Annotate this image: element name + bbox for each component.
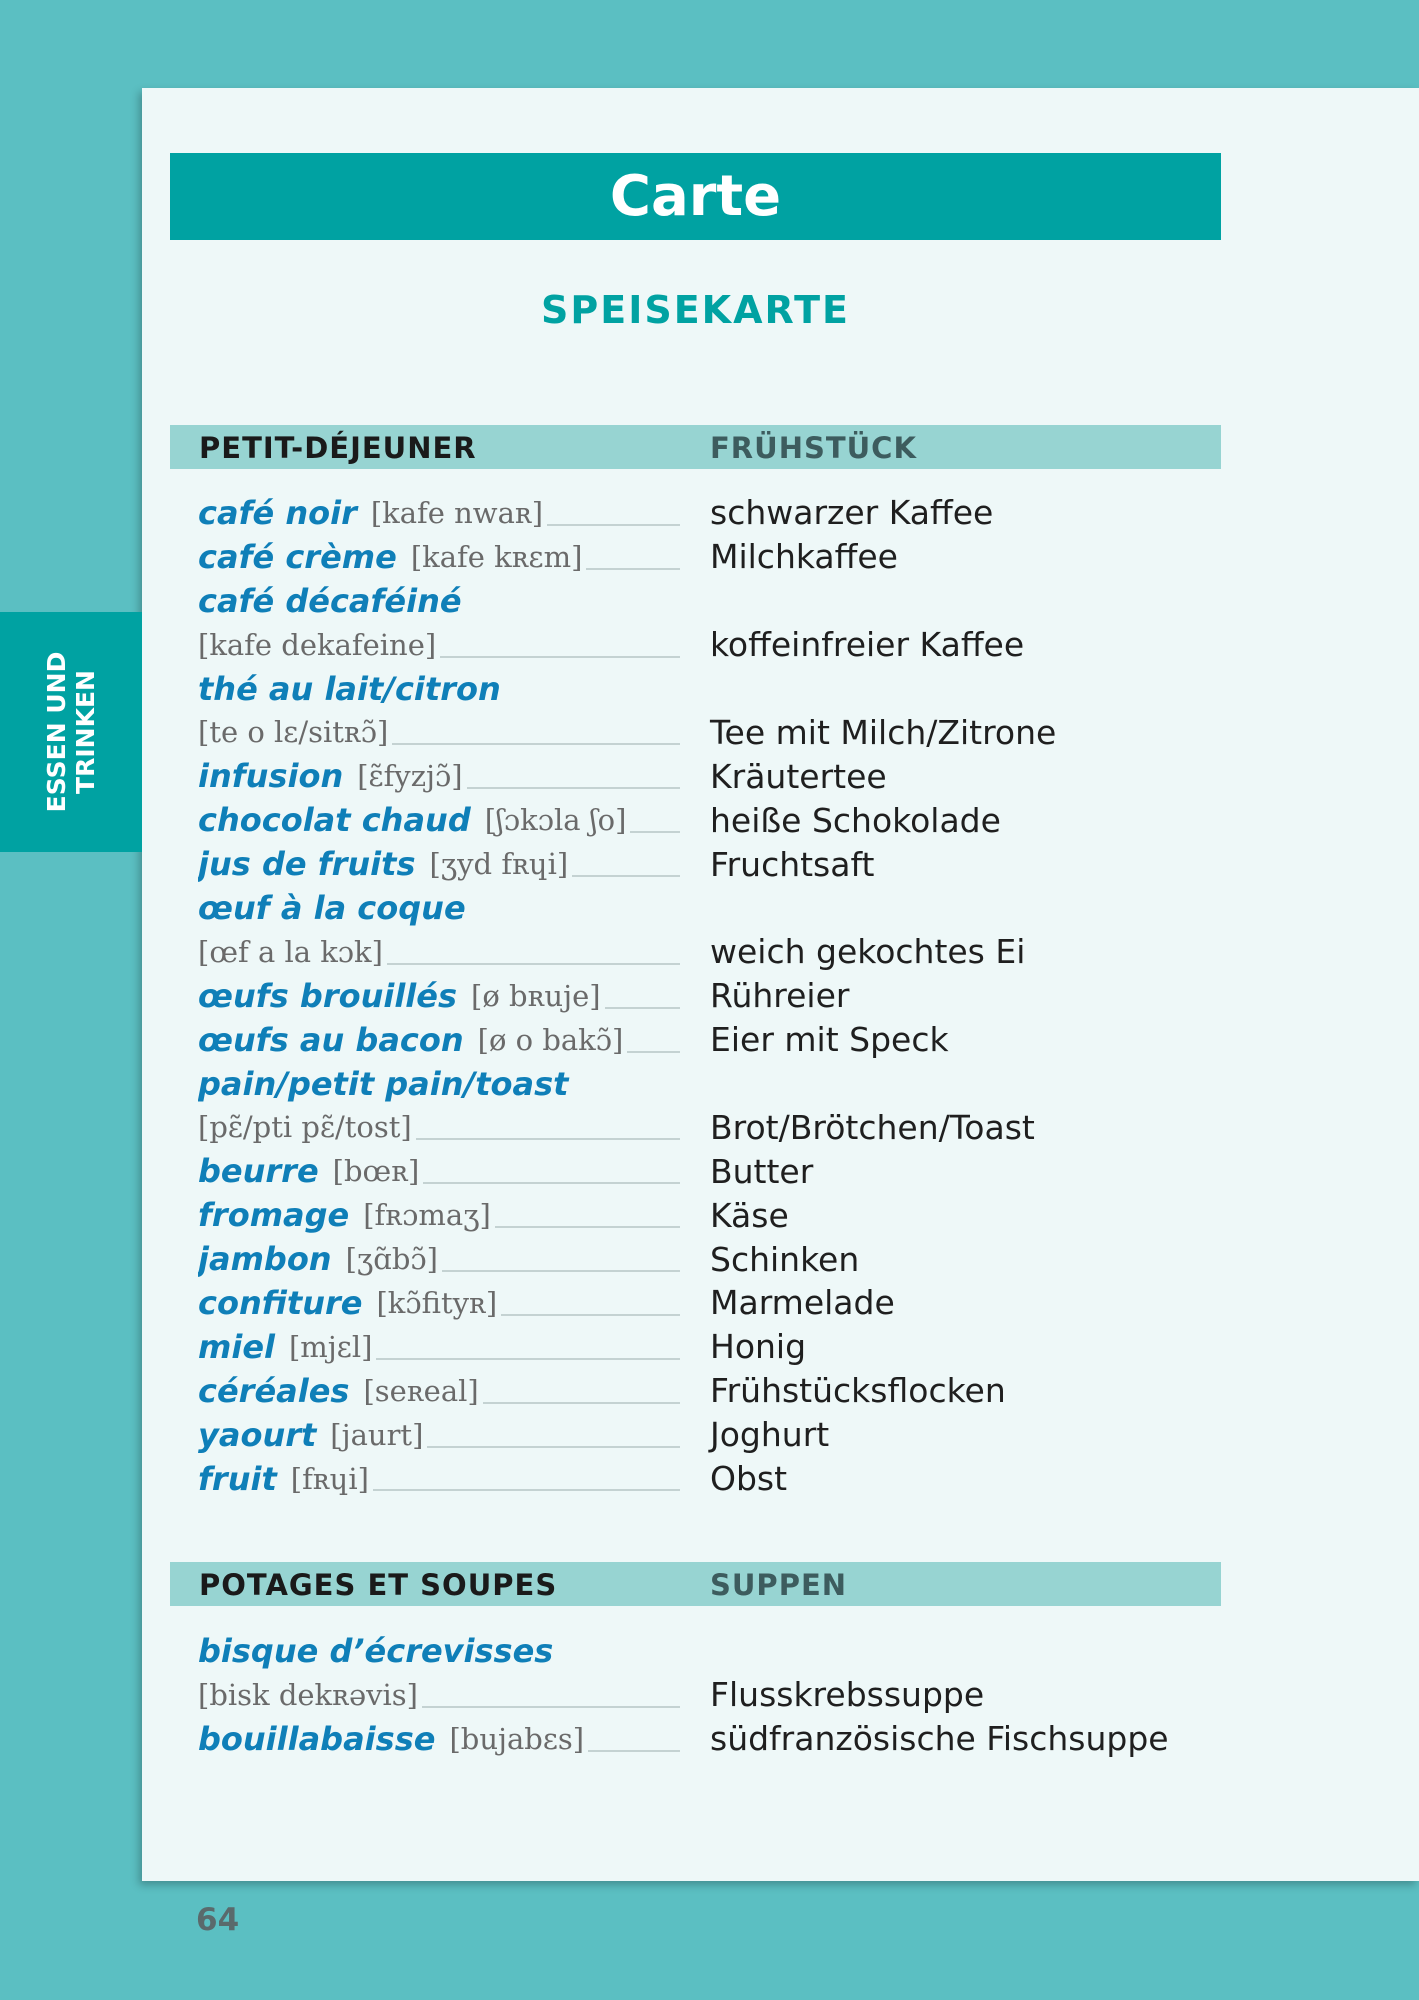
pronunciation: [fʀɥi]	[290, 1461, 369, 1496]
pronunciation: [mjɛl]	[288, 1329, 373, 1364]
german-translation: Fruchtsaft	[710, 844, 875, 884]
section-header-de: SUPPEN	[710, 1568, 848, 1602]
french-term: jambon	[198, 1240, 332, 1279]
pronunciation: [bujabɛs]	[449, 1721, 585, 1756]
french-term: thé au lait/citron	[198, 669, 501, 708]
vocab-french-cell	[198, 1369, 680, 1413]
side-tab-label	[42, 652, 100, 813]
dotted-leader	[572, 875, 680, 877]
pronunciation: [jaurt]	[330, 1417, 424, 1452]
vocab-french-cell	[198, 1105, 680, 1149]
german-translation: Marmelade	[710, 1283, 895, 1323]
vocab-french-cell	[198, 1717, 680, 1761]
vocab-french-cell	[198, 623, 680, 667]
dotted-leader	[373, 1489, 680, 1491]
title-bar	[170, 153, 1221, 240]
vocab-french-cell	[198, 754, 680, 798]
dotted-leader	[392, 743, 680, 745]
vocab-row	[198, 842, 1221, 886]
vocab-row	[198, 1369, 1221, 1413]
german-translation: Flusskrebssuppe	[710, 1675, 985, 1715]
dotted-leader	[547, 524, 680, 526]
vocab-row	[198, 886, 1221, 930]
french-term: bouillabaisse	[198, 1719, 436, 1758]
vocab-row	[198, 1062, 1221, 1106]
dotted-leader	[387, 963, 680, 965]
german-translation: Obst	[710, 1459, 788, 1499]
german-translation: schwarzer Kaffee	[710, 493, 994, 533]
vocab-french-cell	[198, 974, 680, 1018]
german-translation: Frühstücksflocken	[710, 1371, 1006, 1411]
dotted-leader	[605, 1007, 680, 1009]
vocab-french-cell	[198, 579, 680, 623]
german-translation: Käse	[710, 1195, 789, 1235]
vocab-french-cell	[198, 667, 680, 711]
pronunciation: [kafe kʀɛm]	[410, 539, 583, 574]
pronunciation: [kafe nwaʀ]	[370, 495, 544, 530]
vocab-row	[198, 623, 1221, 667]
pronunciation: [ø o bakɔ̃]	[477, 1022, 624, 1057]
vocab-french-cell	[198, 1062, 680, 1106]
pronunciation: [kɔ̃fityʀ]	[376, 1285, 498, 1320]
section-header-de: FRÜHSTÜCK	[710, 431, 917, 465]
vocab-french-cell	[198, 1149, 680, 1193]
vocab-french-cell	[198, 1325, 680, 1369]
page-subtitle: SPEISEKARTE	[541, 288, 850, 332]
pronunciation: [ɛ̃fyzjɔ̃]	[357, 759, 463, 794]
section-header-fr: PETIT-DÉJEUNER	[199, 431, 477, 465]
dotted-leader	[588, 1750, 680, 1752]
pronunciation: [bisk dekʀəvis]	[198, 1677, 418, 1712]
vocab-list-soups	[198, 1629, 1221, 1761]
vocab-row	[198, 754, 1221, 798]
german-translation: weich gekochtes Ei	[710, 932, 1026, 972]
french-term: céréales	[198, 1371, 350, 1410]
section-header-breakfast	[170, 425, 1221, 469]
german-translation: Eier mit Speck	[710, 1020, 949, 1060]
french-term: bisque d’écrevisses	[198, 1631, 554, 1670]
french-term: infusion	[198, 757, 344, 796]
french-term: fruit	[198, 1459, 277, 1498]
vocab-row	[198, 667, 1221, 711]
french-term: chocolat chaud	[198, 801, 471, 840]
vocab-row	[198, 1149, 1221, 1193]
vocab-row	[198, 798, 1221, 842]
vocab-row	[198, 710, 1221, 754]
german-translation: Brot/Brötchen/Toast	[710, 1107, 1035, 1147]
vocab-french-cell	[198, 1018, 680, 1062]
vocab-french-cell	[198, 842, 680, 886]
vocab-row	[198, 1018, 1221, 1062]
dotted-leader	[630, 831, 680, 833]
pronunciation: [kafe dekafeine]	[198, 627, 437, 662]
vocab-french-cell	[198, 1673, 680, 1717]
german-translation: heiße Schokolade	[710, 800, 1001, 840]
pronunciation: [pɛ̃/pti pɛ̃/tost]	[198, 1110, 412, 1145]
vocab-french-cell	[198, 930, 680, 974]
french-term: œufs au bacon	[198, 1020, 464, 1059]
french-term: œuf à la coque	[198, 888, 466, 927]
dotted-leader	[495, 1226, 680, 1228]
dotted-leader	[467, 787, 680, 789]
section-header-fr: POTAGES ET SOUPES	[199, 1568, 558, 1602]
french-term: œufs brouillés	[198, 976, 458, 1015]
french-term: beurre	[198, 1152, 319, 1191]
vocab-french-cell	[198, 1413, 680, 1457]
vocab-french-cell	[198, 1457, 680, 1501]
vocab-row	[198, 1717, 1221, 1761]
vocab-french-cell	[198, 710, 680, 754]
german-translation: Tee mit Milch/Zitrone	[710, 712, 1057, 752]
german-translation: Kräutertee	[710, 756, 887, 796]
german-translation: Joghurt	[710, 1415, 830, 1455]
vocab-row	[198, 491, 1221, 535]
french-term: confiture	[198, 1283, 363, 1322]
vocab-french-cell	[198, 1629, 680, 1673]
side-tab-line2: TRINKEN	[71, 670, 100, 794]
dotted-leader	[627, 1051, 680, 1053]
vocab-row	[198, 579, 1221, 623]
vocab-french-cell	[198, 491, 680, 535]
dotted-leader	[483, 1402, 680, 1404]
vocab-row	[198, 974, 1221, 1018]
vocab-row	[198, 930, 1221, 974]
pronunciation: [ʃɔkɔla ʃo]	[484, 803, 627, 838]
german-translation: Rühreier	[710, 976, 850, 1016]
pronunciation: [ø bʀuje]	[471, 978, 601, 1013]
page-title: Carte	[609, 164, 782, 229]
pronunciation: [fʀɔmaʒ]	[363, 1198, 491, 1233]
french-term: café crème	[198, 537, 397, 576]
vocab-list-breakfast	[198, 491, 1221, 1500]
german-translation: koffeinfreier Kaffee	[710, 625, 1025, 665]
pronunciation: [œf a la kɔk]	[198, 934, 383, 969]
vocab-french-cell	[198, 798, 680, 842]
vocab-row	[198, 535, 1221, 579]
vocab-row	[198, 1413, 1221, 1457]
pronunciation: [ʒɑ̃bɔ̃]	[345, 1242, 438, 1277]
page-number: 64	[196, 1902, 240, 1938]
french-term: café noir	[198, 493, 357, 532]
dotted-leader	[501, 1314, 680, 1316]
french-term: miel	[198, 1327, 275, 1366]
german-translation: Milchkaffee	[710, 537, 898, 577]
german-translation: Schinken	[710, 1239, 860, 1279]
side-tab	[0, 612, 142, 852]
pronunciation: [ʒyd fʀɥi]	[429, 847, 569, 882]
vocab-row	[198, 1673, 1221, 1717]
german-translation: Honig	[710, 1327, 807, 1367]
section-header-soups	[170, 1562, 1221, 1606]
vocab-row	[198, 1629, 1221, 1673]
german-translation: südfranzösische Fischsuppe	[710, 1719, 1169, 1759]
vocab-row	[198, 1325, 1221, 1369]
side-tab-line1: ESSEN UND	[42, 651, 71, 813]
vocab-row	[198, 1281, 1221, 1325]
vocab-french-cell	[198, 535, 680, 579]
french-term: café décaféiné	[198, 581, 462, 620]
vocab-french-cell	[198, 1281, 680, 1325]
vocab-french-cell	[198, 1237, 680, 1281]
vocab-french-cell	[198, 886, 680, 930]
dotted-leader	[586, 568, 680, 570]
german-translation: Butter	[710, 1151, 814, 1191]
dotted-leader	[442, 1270, 680, 1272]
dotted-leader	[376, 1358, 680, 1360]
dotted-leader	[427, 1446, 680, 1448]
pronunciation: [te o lɛ/sitʀɔ̃]	[198, 715, 389, 750]
vocab-row	[198, 1237, 1221, 1281]
dotted-leader	[423, 1182, 680, 1184]
vocab-french-cell	[198, 1193, 680, 1237]
dotted-leader	[440, 656, 680, 658]
pronunciation: [bœʀ]	[332, 1154, 420, 1189]
french-term: jus de fruits	[198, 845, 416, 884]
dotted-leader	[416, 1138, 680, 1140]
vocab-row	[198, 1105, 1221, 1149]
french-term: pain/petit pain/toast	[198, 1064, 569, 1103]
pronunciation: [seʀeal]	[363, 1373, 479, 1408]
french-term: fromage	[198, 1196, 350, 1235]
dotted-leader	[422, 1706, 680, 1708]
vocab-row	[198, 1457, 1221, 1501]
vocab-row	[198, 1193, 1221, 1237]
french-term: yaourt	[198, 1415, 317, 1454]
